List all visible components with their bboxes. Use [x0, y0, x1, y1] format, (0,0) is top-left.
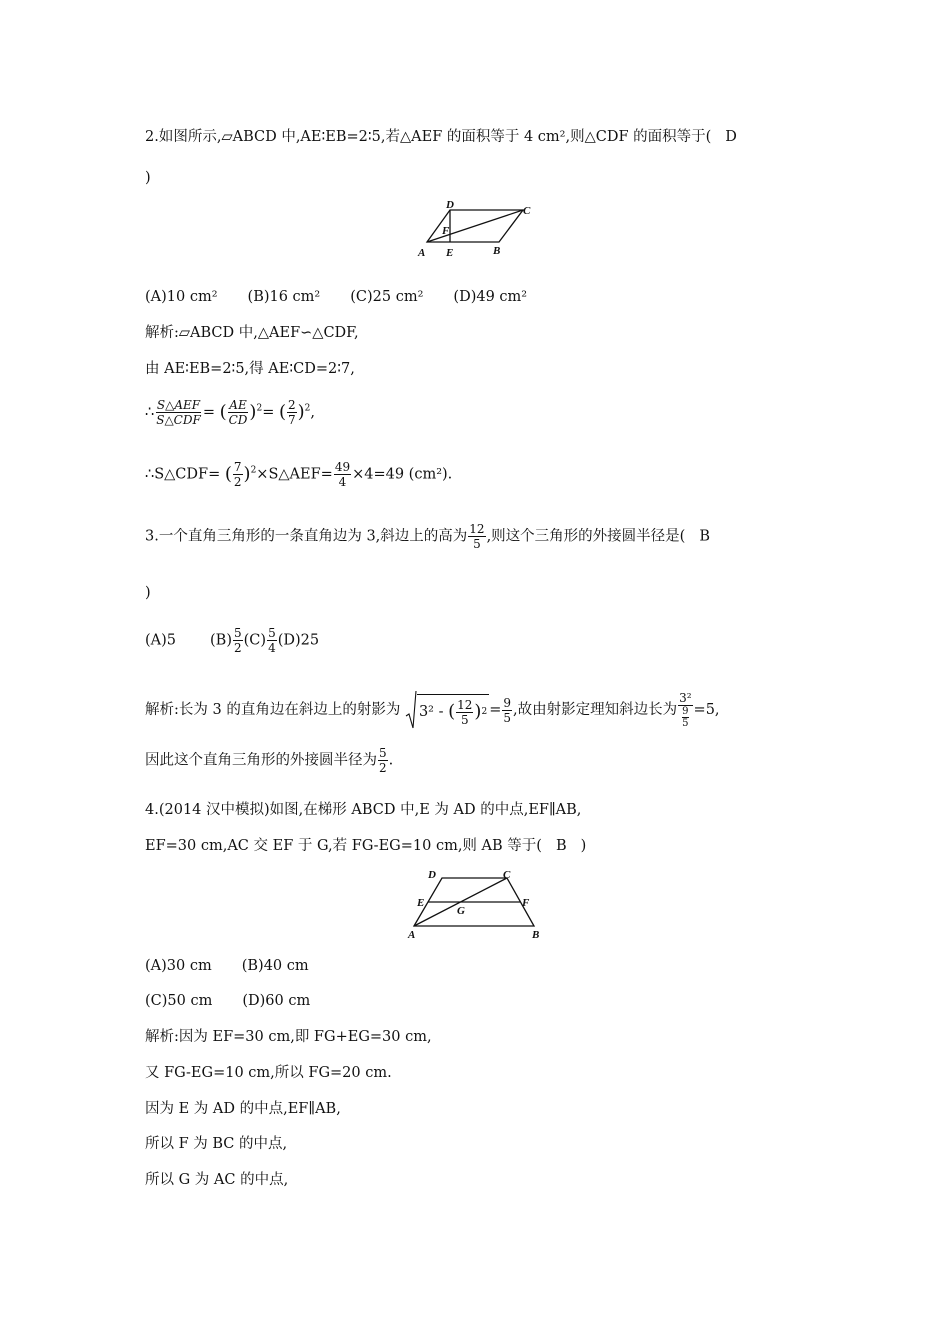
q3-option-d: (D)25: [277, 632, 320, 649]
q3-sqrt-inner-fraction: $\frac{12}{5}$: [457, 697, 473, 727]
q4-label-d: D: [428, 869, 436, 881]
q4-stem-line1: 4.(2014 汉中模拟)如图,在梯形 ABCD 中,E 为 AD 的中点,EF∥AB,: [145, 802, 582, 818]
q3-stem-line1: 3.一个直角三角形的一条直角边为 3,斜边上的高为 $\frac{12}{5}$ ,则这个三角形的外接圆半径是( B: [145, 522, 710, 551]
q4-option-a: (A)30 cm: [145, 958, 212, 974]
q3-option-a: (A)5: [145, 632, 177, 649]
q2-result-fraction: $\frac{49}{4}$: [334, 460, 351, 489]
q2-ratio-value-fraction: $\frac{2}{7}$: [287, 398, 296, 427]
q2-label-a: A: [418, 247, 426, 259]
q4-trapezoid-figure: [404, 866, 546, 944]
q4-label-a: A: [408, 929, 416, 941]
q2-label-e: E: [446, 247, 454, 259]
q2-stem-line1: 2.如图所示,▱ABCD 中,AE∶EB=2∶5,若△AEF 的面积等于 4 cm²,则△CDF 的面积等于( D: [145, 129, 737, 145]
q4-option-c: (C)50 cm: [145, 993, 213, 1009]
q4-solution-line5: 所以 G 为 AC 的中点,: [145, 1172, 289, 1188]
q4-label-c: C: [503, 869, 511, 881]
q2-ratio-side-fraction: $\frac{AE}{CD}$: [228, 398, 248, 427]
q4-stem-line2: EF=30 cm,AC 交 EF 于 G,若 FG-EG=10 cm,则 AB 等于( B ): [145, 838, 587, 854]
q2-option-c: (C)25 cm²: [350, 289, 424, 305]
q4-label-g: G: [457, 905, 465, 917]
q4-option-b: (B)40 cm: [241, 958, 309, 974]
q3-solution-line2: 因此这个直角三角形的外接圆半径为 $\frac{5}{2}$ .: [145, 746, 394, 775]
q2-option-b: (B)16 cm²: [247, 289, 321, 305]
q2-solution-line2: 由 AE∶EB=2∶5,得 AE∶CD=2∶7,: [145, 361, 355, 377]
q4-label-f: F: [522, 897, 530, 909]
q4-option-d: (D)60 cm: [242, 993, 311, 1009]
q3-hypotenuse-fraction: 3² 9 5: [679, 691, 692, 729]
q3-radius-fraction: $\frac{5}{2}$: [379, 746, 387, 775]
q2-ratio-area-fraction: $\frac{\text{S△AEF}}{\text{S△CDF}}$: [156, 398, 201, 427]
q2-options: [145, 287, 557, 307]
q4-label-b: B: [532, 929, 540, 941]
q3-projection-fraction: $\frac{9}{5}$: [503, 695, 511, 725]
q2-label-b: B: [493, 245, 501, 257]
q3-option-c-fraction: $\frac{5}{4}$: [268, 626, 276, 655]
q4-answer: B: [555, 838, 567, 854]
q2-label-d: D: [446, 199, 454, 211]
q4-solution-line3: 因为 E 为 AD 的中点,EF∥AB,: [145, 1101, 341, 1117]
q4-solution-line4: 所以 F 为 BC 的中点,: [145, 1136, 288, 1152]
q3-option-b-fraction: $\frac{5}{2}$: [234, 626, 242, 655]
q3-height-fraction: $\frac{12}{5}$: [469, 522, 485, 551]
q2-option-a: (A)10 cm²: [145, 289, 218, 305]
q3-answer: B: [699, 528, 710, 545]
q4-solution-line2: 又 FG-EG=10 cm,所以 FG=20 cm.: [145, 1065, 392, 1081]
q3-sqrt-expression: 3² - ( $\frac{12}{5}$ ) 2: [405, 690, 489, 730]
q2-answer: D: [725, 129, 737, 145]
q3-options: (A)5 (B) $\frac{5}{2}$ (C) $\frac{5}{4}$ (D)25: [145, 626, 320, 655]
q2-solution-line3: ∴ $\frac{\text{S△AEF}}{\text{S△CDF}}$ = ( $\frac{AE}{CD}$ )$^2$= ( $\frac{2}{7}$ )$^2$,: [145, 398, 315, 427]
radical-sign-icon: [405, 690, 417, 730]
q2-option-d: (D)49 cm²: [453, 289, 528, 305]
q3-solution-line1: 解析:长为 3 的直角边在斜边上的射影为 3² - ( $\frac{12}{5}$ ) 2 = $\frac{9}{5}$ ,故由射影定理知斜边长为 3² 9 5 =5,: [145, 691, 720, 729]
q4-options-row2: [145, 991, 340, 1011]
q3-stem-line2: ): [145, 585, 151, 601]
q4-options-row1: [145, 956, 339, 976]
q2-label-c: C: [523, 205, 531, 217]
q2-scale-fraction: $\frac{7}{2}$: [233, 460, 242, 489]
q2-solution-line4: ∴S△CDF= ( $\frac{7}{2}$ )$^2$×S△AEF= $\frac{49}{4}$ ×4=49 (cm²).: [145, 460, 453, 489]
q4-label-e: E: [417, 897, 425, 909]
q2-stem-line2: ): [145, 170, 151, 186]
q2-solution-line1: 解析:▱ABCD 中,△AEF∽△CDF,: [145, 325, 359, 341]
q4-solution-line1: 解析:因为 EF=30 cm,即 FG+EG=30 cm,: [145, 1029, 432, 1045]
q2-parallelogram-figure: [413, 196, 535, 262]
q2-label-f: F: [442, 225, 450, 237]
